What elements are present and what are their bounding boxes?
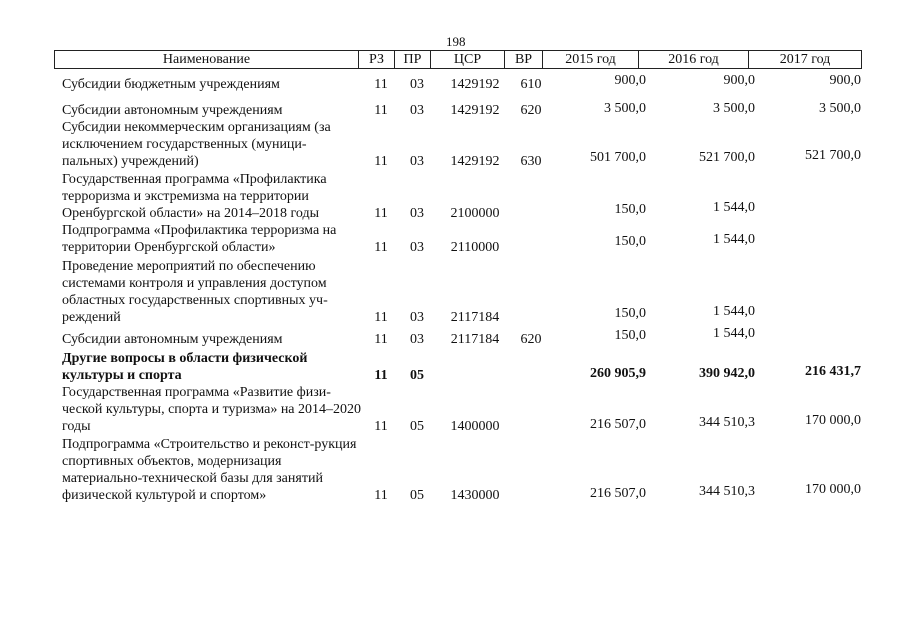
row-2016: 344 510,3	[699, 415, 755, 430]
row-rz: 11	[374, 154, 388, 169]
row-2017: 521 700,0	[805, 148, 861, 163]
row-2017: 216 431,7	[805, 364, 861, 379]
table-row	[0, 326, 905, 348]
header-csr: ЦСР	[431, 51, 505, 69]
row-vr: 630	[520, 154, 542, 169]
table-row	[0, 436, 905, 504]
row-csr: 1429192	[450, 77, 500, 92]
row-2015: 150,0	[614, 234, 646, 249]
row-2015: 3 500,0	[604, 101, 646, 116]
row-2016: 1 544,0	[713, 200, 755, 215]
row-2015: 260 905,9	[590, 366, 646, 381]
row-name: Подпрограмма «Строительство и реконст-рукция спортивных объектов, модернизация материально-технической базы для занятий физической культурой и спортом»	[62, 437, 357, 503]
header-vr: ВР	[505, 51, 543, 69]
row-2015: 150,0	[614, 202, 646, 217]
page-number: 198	[446, 34, 466, 49]
header-2017: 2017 год	[749, 51, 862, 69]
row-csr: 2117184	[450, 332, 500, 347]
row-2015: 216 507,0	[590, 417, 646, 432]
row-2017: 3 500,0	[819, 101, 861, 116]
row-rz: 11	[374, 240, 388, 255]
header-2016: 2016 год	[639, 51, 749, 69]
row-2016: 344 510,3	[699, 484, 755, 499]
row-rz: 11	[374, 310, 388, 325]
table-row	[0, 119, 905, 170]
row-vr: 620	[520, 103, 542, 118]
row-2016: 390 942,0	[699, 366, 755, 381]
table-row	[0, 384, 905, 435]
row-csr: 2110000	[450, 240, 500, 255]
row-2016: 900,0	[723, 73, 755, 88]
row-name: Субсидии автономным учреждениям	[62, 332, 283, 347]
row-2017: 170 000,0	[805, 413, 861, 428]
row-rz: 11	[374, 332, 388, 347]
row-2017: 900,0	[829, 73, 861, 88]
row-pr: 03	[410, 310, 424, 325]
row-pr: 03	[410, 154, 424, 169]
row-vr: 620	[520, 332, 542, 347]
row-2016: 1 544,0	[713, 232, 755, 247]
row-pr: 03	[410, 240, 424, 255]
row-csr: 2117184	[450, 310, 500, 325]
row-name: Другие вопросы в области физической культуры и спорта	[62, 351, 308, 383]
row-name: Проведение мероприятий по обеспечению системами контроля и управления доступом областных государственных спортивных уч-реждений	[62, 259, 328, 325]
row-pr: 03	[410, 332, 424, 347]
row-pr: 03	[410, 103, 424, 118]
row-name: Государственная программа «Профилактика терроризма и экстремизма на территории Оренбургской области» на 2014–2018 годы	[62, 172, 327, 221]
row-csr: 1429192	[450, 154, 500, 169]
row-csr: 1429192	[450, 103, 500, 118]
table-row	[0, 102, 905, 119]
table-row	[0, 258, 905, 326]
row-2015: 150,0	[614, 328, 646, 343]
table-row	[0, 222, 905, 256]
row-rz: 11	[374, 368, 388, 383]
row-pr: 05	[410, 368, 424, 383]
row-2016: 1 544,0	[713, 326, 755, 341]
row-2017: 170 000,0	[805, 482, 861, 497]
table-row	[0, 73, 905, 93]
row-rz: 11	[374, 419, 388, 434]
header-rz: РЗ	[359, 51, 395, 69]
row-name: Субсидии автономным учреждениям	[62, 103, 283, 118]
table-header	[54, 50, 862, 69]
row-rz: 11	[374, 488, 388, 503]
row-rz: 11	[374, 206, 388, 221]
row-rz: 11	[374, 77, 388, 92]
header-2015: 2015 год	[543, 51, 639, 69]
row-name: Субсидии некоммерческим организациям (за исключением государственных (муници-пальных) учреждений)	[62, 120, 331, 169]
table-row	[0, 171, 905, 222]
row-csr: 2100000	[450, 206, 500, 221]
header-pr: ПР	[395, 51, 431, 69]
row-2015: 216 507,0	[590, 486, 646, 501]
row-name: Государственная программа «Развитие физи-ческой культуры, спорта и туризма» на 2014–2020 годы	[62, 385, 362, 434]
header-name: Наименование	[55, 51, 359, 69]
row-pr: 03	[410, 206, 424, 221]
row-2015: 900,0	[614, 73, 646, 88]
row-2015: 501 700,0	[590, 150, 646, 165]
row-2015: 150,0	[614, 306, 646, 321]
row-name: Субсидии бюджетным учреждениям	[62, 77, 280, 92]
row-2016: 3 500,0	[713, 101, 755, 116]
row-rz: 11	[374, 103, 388, 118]
row-pr: 05	[410, 488, 424, 503]
row-csr: 1400000	[450, 419, 500, 434]
row-name: Подпрограмма «Профилактика терроризма на территории Оренбургской области»	[62, 223, 337, 255]
row-vr: 610	[520, 77, 542, 92]
row-pr: 03	[410, 77, 424, 92]
row-csr: 1430000	[450, 488, 500, 503]
row-2016: 1 544,0	[713, 304, 755, 319]
row-2016: 521 700,0	[699, 150, 755, 165]
table-row	[0, 350, 905, 384]
row-pr: 05	[410, 419, 424, 434]
